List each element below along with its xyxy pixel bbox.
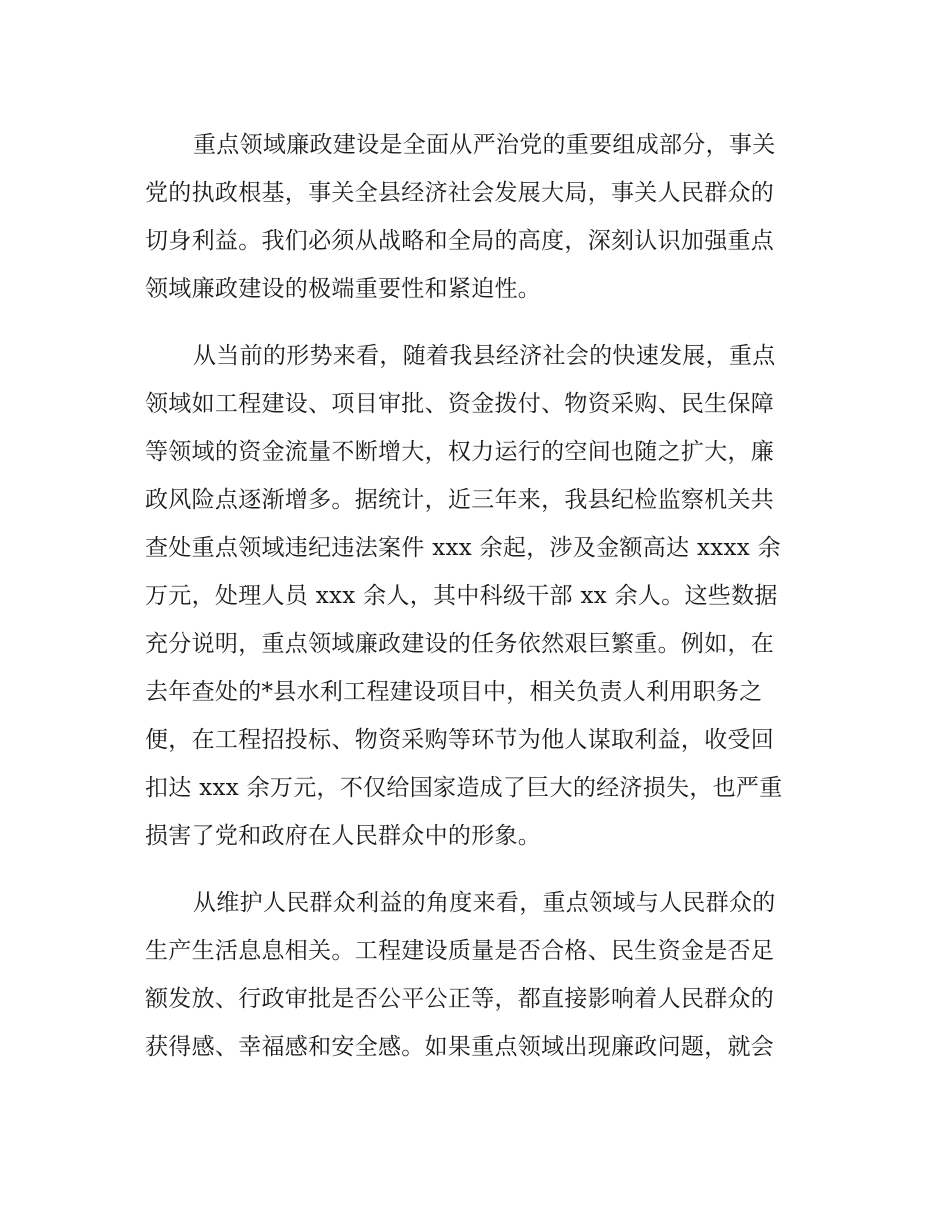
paragraph-1-line-4: 领域廉政建设的极端重要性和紧迫性。 [145,276,542,302]
paragraph-2-line-5: 查处重点领域违纪违法案件 xxx 余起，涉及金额高达 xxxx 余 [145,535,781,561]
paragraph-2-line-9: 便，在工程招投标、物资采购等环节为他人谋取利益，收受回 [145,727,775,753]
paragraph-2-line-7: 充分说明，重点领域廉政建设的任务依然艰巨繁重。例如，在 [145,631,775,657]
paragraph-2-line-4: 政风险点逐渐增多。据统计，近三年来，我县纪检监察机关共 [145,487,775,513]
paragraph-1-line-3: 切身利益。我们必须从战略和全局的高度，深刻认识加强重点 [145,228,775,254]
paragraph-1-line-1: 重点领域廉政建设是全面从严治党的重要组成部分，事关 [193,132,776,158]
paragraph-2-line-11: 损害了党和政府在人民群众中的形象。 [145,823,542,849]
paragraph-2-line-2: 领域如工程建设、项目审批、资金拨付、物资采购、民生保障 [145,391,775,417]
paragraph-2-line-8: 去年查处的*县水利工程建设项目中，相关负责人利用职务之 [145,679,763,705]
paragraph-3-line-3: 额发放、行政审批是否公平公正等，都直接影响着人民群众的 [145,986,775,1012]
paragraph-1-line-2: 党的执政根基，事关全县经济社会发展大局，事关人民群众的 [145,180,775,206]
paragraph-3-line-4: 获得感、幸福感和安全感。如果重点领域出现廉政问题，就会 [145,1034,775,1060]
paragraph-2-line-10: 扣达 xxx 余万元，不仅给国家造成了巨大的经济损失，也严重 [145,775,783,801]
paragraph-3-line-2: 生产生活息息相关。工程建设质量是否合格、民生资金是否足 [145,938,775,964]
paragraph-2-line-1: 从当前的形势来看，随着我县经济社会的快速发展，重点 [193,343,776,369]
paragraph-2-line-6: 万元，处理人员 xxx 余人，其中科级干部 xx 余人。这些数据 [145,583,778,609]
paragraph-2-line-3: 等领域的资金流量不断增大，权力运行的空间也随之扩大，廉 [145,439,775,465]
paragraph-3-line-1: 从维护人民群众利益的角度来看，重点领域与人民群众的 [193,890,776,916]
